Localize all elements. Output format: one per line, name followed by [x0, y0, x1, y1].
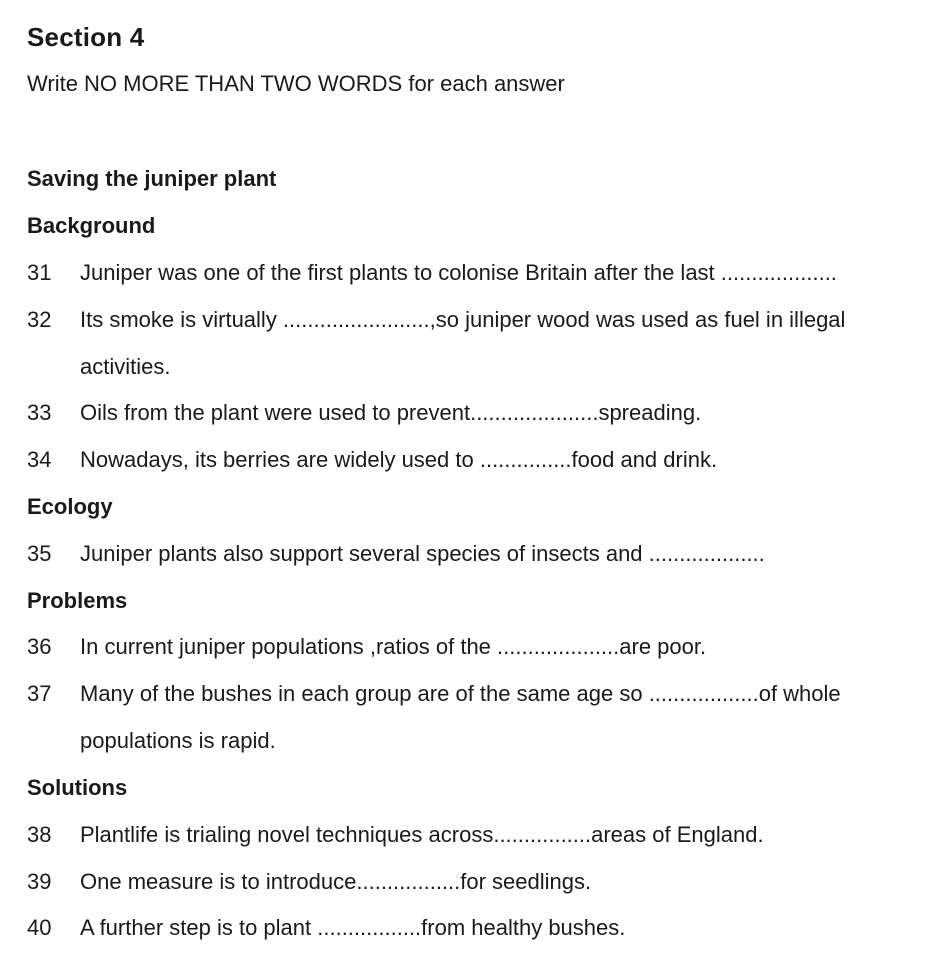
question-number: 32 — [27, 307, 52, 332]
heading-ecology: Ecology — [27, 494, 113, 519]
question-text: Its smoke is virtually ........................,so juniper wood was used as fuel in illegal — [80, 307, 846, 332]
question-number: 40 — [27, 915, 52, 940]
question-text: Juniper was one of the first plants to colonise Britain after the last ................... — [80, 260, 837, 285]
heading-solutions: Solutions — [27, 775, 128, 800]
heading-problems: Problems — [27, 588, 128, 613]
section-title: Section 4 — [27, 22, 145, 52]
question-text: In current juniper populations ,ratios of the ....................are poor. — [80, 634, 707, 659]
question-text: Many of the bushes in each group are of the same age so ..................of whole — [80, 681, 841, 706]
question-text: One measure is to introduce.................for seedlings. — [80, 869, 592, 894]
question-number: 31 — [27, 260, 52, 285]
question-number: 36 — [27, 634, 52, 659]
heading-background: Background — [27, 213, 156, 238]
question-text: Juniper plants also support several species of insects and ................... — [80, 541, 765, 566]
section-instruction: Write NO MORE THAN TWO WORDS for each answer — [27, 71, 565, 96]
question-number: 39 — [27, 869, 52, 894]
question-number: 37 — [27, 681, 52, 706]
question-number: 38 — [27, 822, 52, 847]
topic-heading: Saving the juniper plant — [27, 166, 277, 191]
question-number: 33 — [27, 400, 52, 425]
question-text: Plantlife is trialing novel techniques across................areas of England. — [80, 822, 764, 847]
question-number: 35 — [27, 541, 52, 566]
question-text-continued: activities. — [80, 354, 171, 379]
question-text-continued: populations is rapid. — [80, 728, 276, 753]
question-text: A further step is to plant .................from healthy bushes. — [80, 915, 626, 940]
question-text: Oils from the plant were used to prevent.....................spreading. — [80, 400, 702, 425]
question-number: 34 — [27, 447, 52, 472]
question-text: Nowadays, its berries are widely used to ...............food and drink. — [80, 447, 718, 472]
